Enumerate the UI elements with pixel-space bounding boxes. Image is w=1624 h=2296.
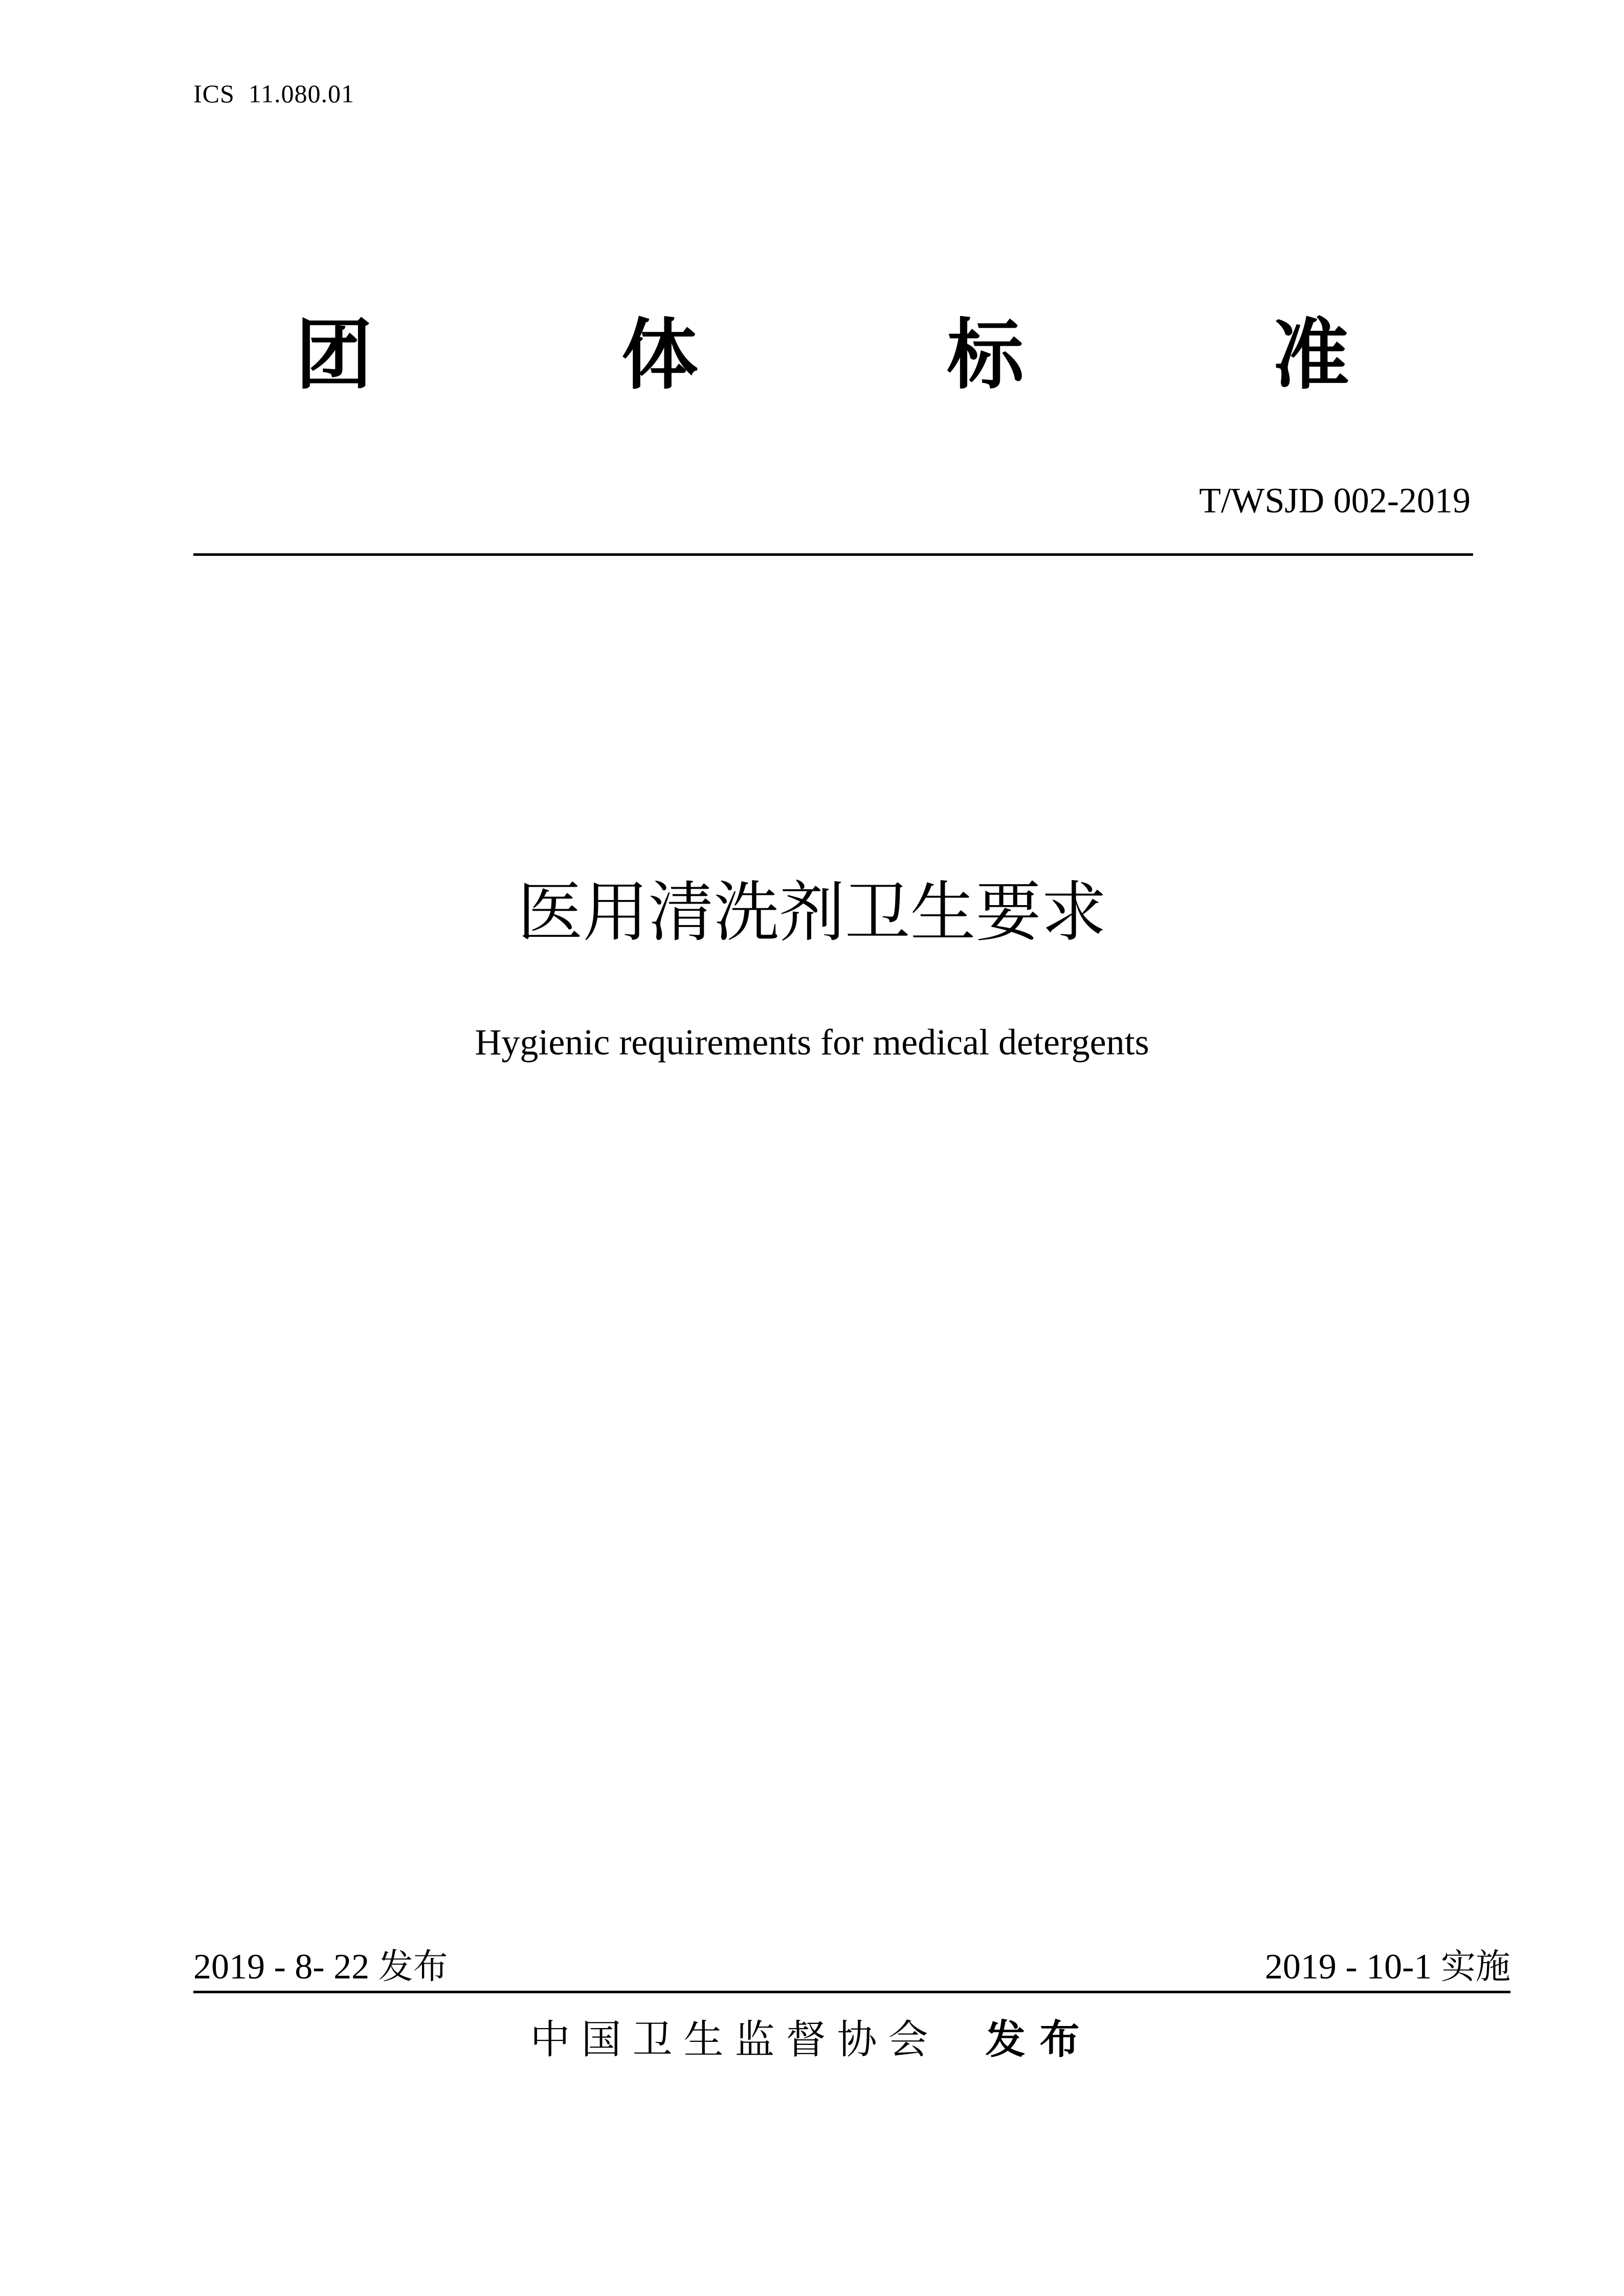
standard-type-char-4: 准 — [1272, 311, 1349, 400]
implementation-date: 2019 - 10-1 — [1264, 1947, 1432, 1987]
standard-number: T/WSJD 002-2019 — [1199, 481, 1471, 521]
publish-date-line — [193, 1949, 448, 1985]
publisher-action: 发布 — [985, 2017, 1094, 2063]
header-divider — [193, 553, 1473, 556]
standard-type-heading — [296, 312, 1349, 399]
footer-divider — [193, 1991, 1510, 1993]
implementation-date-line — [1265, 1949, 1510, 1985]
publisher-line — [0, 2017, 1624, 2063]
standard-type-char-3: 标 — [947, 311, 1024, 400]
standard-type-char-2: 体 — [621, 311, 698, 400]
implementation-label: 实施 — [1440, 1947, 1510, 1987]
publisher-name: 中国卫生监督协会 — [530, 2017, 940, 2063]
document-title-chinese: 医用清洗剂卫生要求 — [517, 874, 1107, 951]
standard-type-char-1: 团 — [296, 311, 373, 400]
publish-date: 2019 - 8- 22 — [193, 1947, 370, 1987]
document-title-english: Hygienic requirements for medical detergents — [475, 1022, 1149, 1063]
publish-label: 发布 — [378, 1947, 448, 1987]
ics-code: ICS 11.080.01 — [193, 79, 354, 108]
